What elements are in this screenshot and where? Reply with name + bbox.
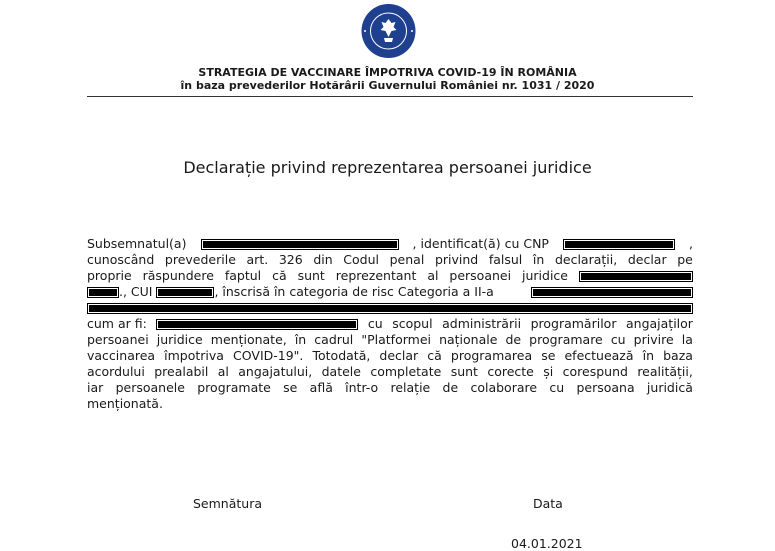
redacted-risk-category <box>531 287 693 298</box>
date-label: Data <box>533 496 563 511</box>
redacted-activity <box>156 319 358 330</box>
body-line-6: cum ar fi: cu scopul administrării programărilor angajaților <box>87 316 693 331</box>
redacted-entity-suffix <box>87 287 119 298</box>
body-line-9: acordului prealabil al angajatului, datele completate sunt corecte și corespund realității, <box>87 364 693 379</box>
body-line-10: iar persoanele programate se află într-o relație de colaborare cu persoana juridică <box>87 380 693 395</box>
redacted-name <box>201 239 399 250</box>
declaration-body <box>87 236 693 412</box>
date-value: 04.01.2021 <box>511 536 583 551</box>
body-line-11: menționată. <box>87 396 163 411</box>
body-line-8: vaccinarea împotriva COVID-19". Totodată, declar că programarea se efectuează în baza <box>87 348 693 363</box>
redacted-legal-entity <box>579 271 693 282</box>
romanian-government-seal-icon <box>357 2 420 60</box>
body-line-2: cunoscând prevederile art. 326 din Codul penal privind falsul în declarații, declar pe <box>87 252 693 267</box>
redacted-full-line <box>87 303 693 314</box>
body-line-1: Subsemnatul(a) , identificat(ă) cu CNP , <box>87 236 693 251</box>
body-line-5 <box>87 300 693 316</box>
redacted-cnp <box>563 239 675 250</box>
header-line-1: STRATEGIA DE VACCINARE ÎMPOTRIVA COVID-19 ÎN ROMÂNIA <box>198 66 577 79</box>
header-divider <box>87 96 693 97</box>
document-title: Declarație privind reprezentarea persoanei juridice <box>183 158 592 177</box>
body-line-7: persoanei juridice menționate, în cadrul "Platformei naționale de programare cu privire la <box>87 332 693 347</box>
redacted-cui <box>156 287 214 298</box>
body-line-4: ., CUI , înscrisă în categoria de risc Categoria a II-a <box>87 284 693 300</box>
body-line-3: proprie răspundere faptul că sunt reprezentant al persoanei juridice <box>87 268 693 284</box>
header-line-2: în baza prevederilor Hotărârii Guvernului României nr. 1031 / 2020 <box>180 79 595 92</box>
signature-label: Semnătura <box>193 496 263 511</box>
